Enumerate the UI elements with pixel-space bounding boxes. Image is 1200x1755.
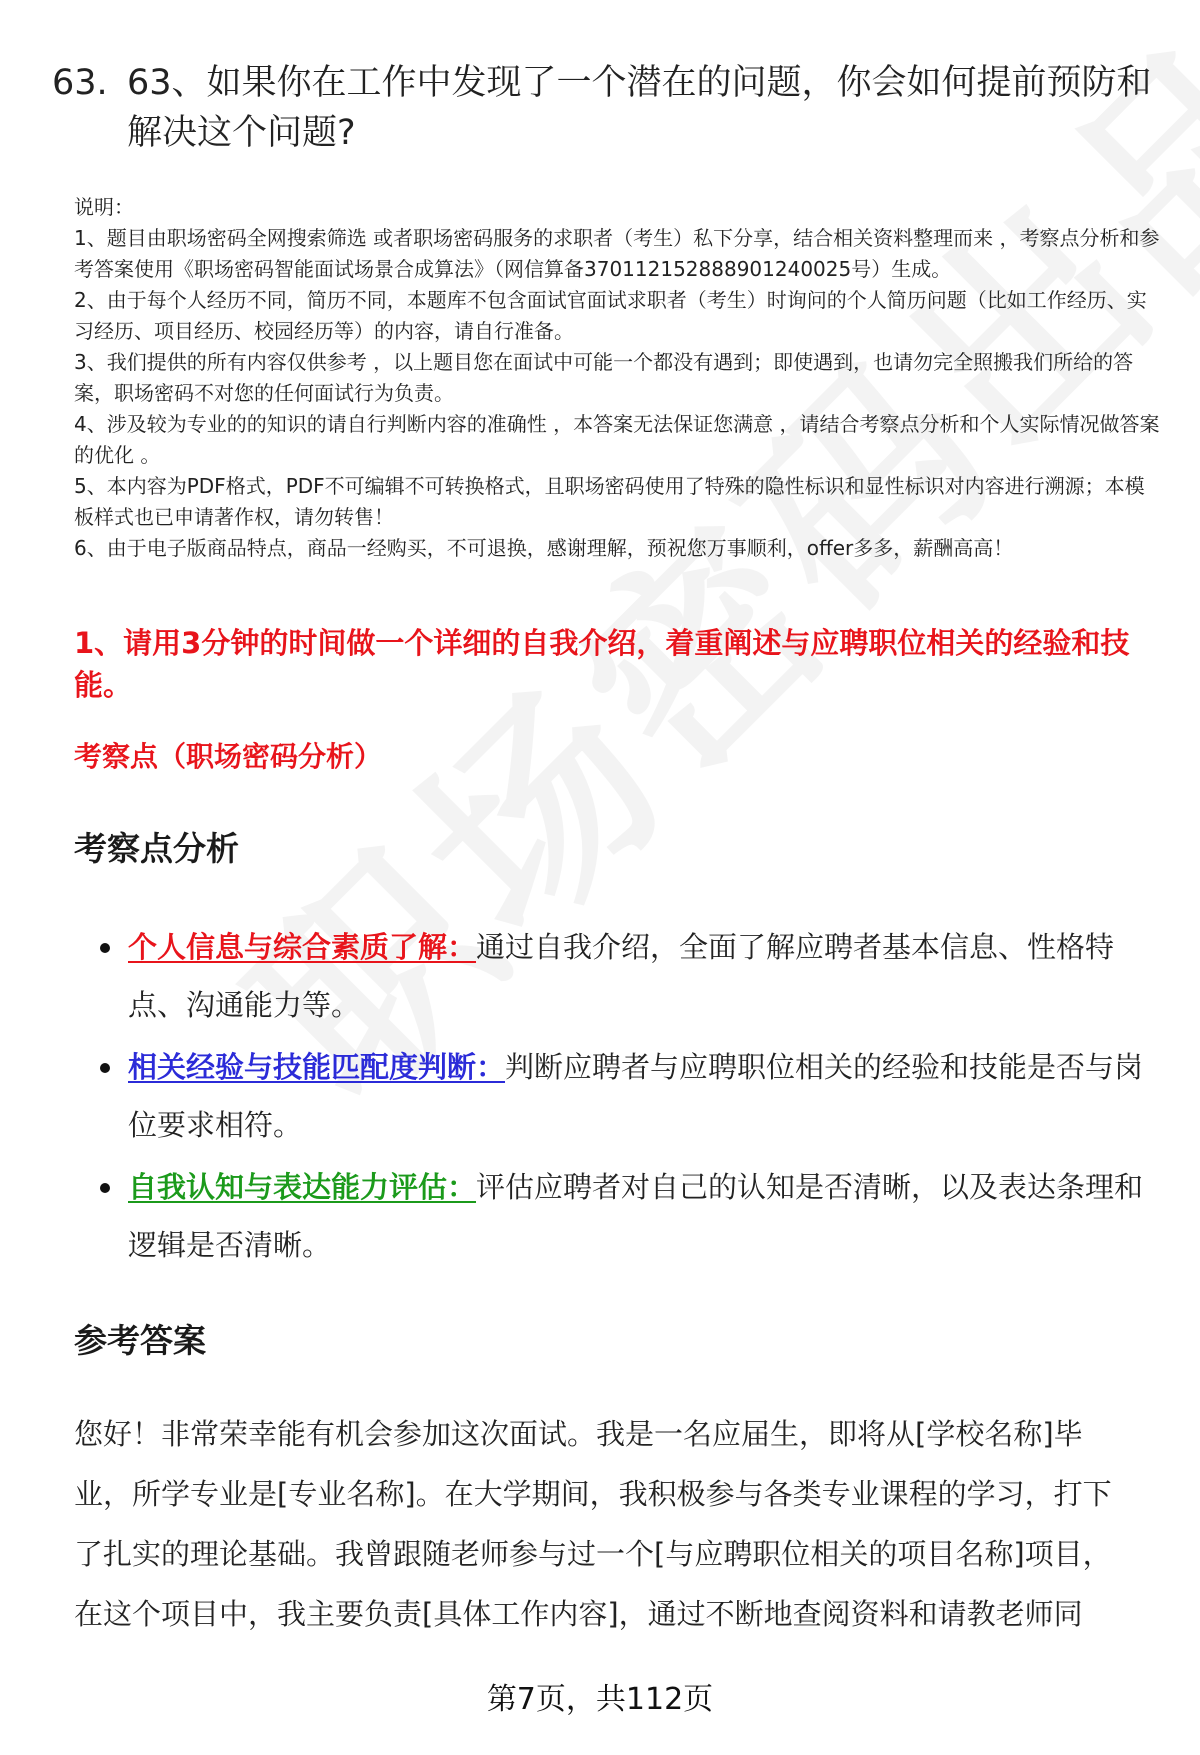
note-line: 1、题目由职场密码全网搜索筛选 或者职场密码服务的求职者（考生）私下分享，结合相关资料整理而来 ，考察点分析和参考答案使用《职场密码智能面试场景合成算法》（网信算备370112152888901240025号）生成。 — [74, 226, 1160, 281]
question-title — [52, 58, 1152, 158]
question-text: 63、如果你在工作中发现了一个潜在的问题，你会如何提前预防和解决这个问题? — [127, 63, 1152, 153]
bullet-icon — [100, 1183, 110, 1193]
bullet-icon — [100, 1063, 110, 1073]
analysis-keyword: 相关经验与技能匹配度判断： — [128, 1050, 506, 1084]
question-number: 63. — [52, 63, 108, 103]
page-footer: 第7页，共112页 — [486, 1682, 714, 1717]
analysis-list — [100, 918, 1160, 1278]
analysis-text: 判断应聘者与应聘职位相关的经验和技能是否与岗位要求相符。 — [128, 1050, 1144, 1142]
examine-point-label: 考察点（职场密码分析） — [74, 740, 383, 773]
note-line: 6、由于电子版商品特点，商品一经购买，不可退换，感谢理解，预祝您万事顺利，offer多多，薪酬高高！ — [74, 536, 1014, 560]
analysis-keyword: 自我认知与表达能力评估： — [128, 1170, 477, 1204]
answer-heading: 参考答案 — [74, 1321, 206, 1360]
note-line: 3、我们提供的所有内容仅供参考 ，以上题目您在面试中可能一个都没有遇到；即使遇到，也请勿完全照搬我们所给的答案，职场密码不对您的任何面试行为负责。 — [74, 350, 1134, 405]
note-line: 5、本内容为PDF格式，PDF不可编辑不可转换格式，且职场密码使用了特殊的隐性标识和显性标识对内容进行溯源；本模板样式也已申请著作权，请勿转售！ — [74, 474, 1145, 529]
analysis-item — [100, 918, 1160, 1034]
answer-text: 您好！非常荣幸能有机会参加这次面试。我是一名应届生，即将从[学校名称]毕业，所学专业是[专业名称]。在大学期间，我积极参与各类专业课程的学习，打下了扎实的理论基础。我曾跟随老师参与过一个[与应聘职位相关的项目名称]项目，在这个项目中，我主要负责[具体工作内容]，通过不断地查阅资料和请教老师同 — [74, 1417, 1112, 1631]
bullet-icon — [100, 943, 110, 953]
note-line: 2、由于每个人经历不同，简历不同，本题库不包含面试官面试求职者（考生）时询问的个人简历问题（比如工作经历、实习经历、项目经历、校园经历等）的内容，请自行准备。 — [74, 288, 1147, 343]
analysis-keyword: 个人信息与综合素质了解： — [128, 930, 477, 964]
analysis-item — [100, 1158, 1160, 1274]
note-line: 4、涉及较为专业的的知识的请自行判断内容的准确性 ，本答案无法保证您满意 ，请结合考察点分析和个人实际情况做答案的优化 。 — [74, 412, 1160, 467]
analysis-heading: 考察点分析 — [74, 829, 239, 868]
analysis-text: 评估应聘者对自己的认知是否清晰，以及表达条理和逻辑是否清晰。 — [128, 1170, 1144, 1262]
notes-block — [74, 192, 1164, 564]
analysis-text: 通过自我介绍，全面了解应聘者基本信息、性格特点、沟通能力等。 — [128, 930, 1115, 1022]
sub-question: 1、请用3分钟的时间做一个详细的自我介绍，着重阐述与应聘职位相关的经验和技能。 — [74, 626, 1130, 702]
analysis-item — [100, 1038, 1160, 1154]
note-line: 说明： — [74, 195, 134, 219]
